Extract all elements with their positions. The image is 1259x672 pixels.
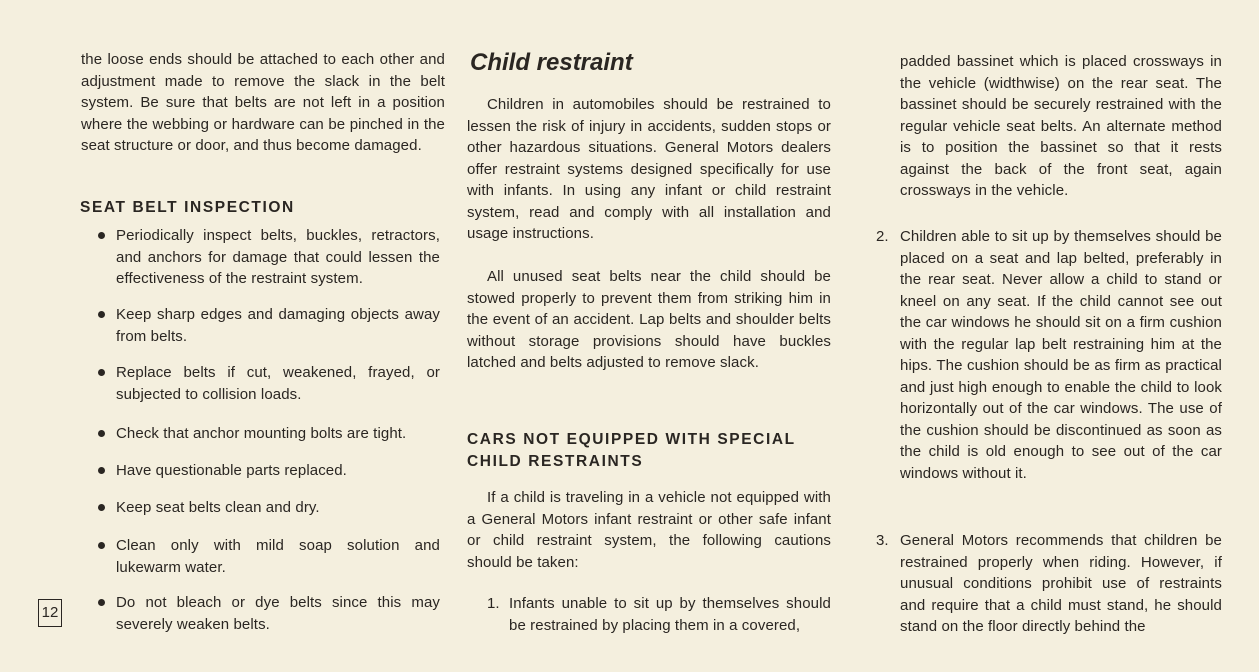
bullet-item [116, 592, 440, 635]
item-1-number: 1. [487, 595, 500, 612]
cars-not-equipped-heading-line1: CARS NOT EQUIPPED WITH SPECIAL [467, 431, 796, 448]
bullet-item [116, 535, 440, 578]
bullet-item [116, 497, 440, 519]
bullet-text: Have questionable parts replaced. [116, 462, 347, 479]
item-2-text: Children able to sit up by themselves should be placed on a seat and lap belted, preferably in the rear seat. Never allow a child to stand or kneel on any seat. If the child cannot see out the car windows he should sit on a firm cushion with the regular lap belt restraining him at the hips. The cushion should be as firm as practical and just high enough to enable the child to look horizontally out of the car windows. The use of the cushion should be discontinued as soon as the child is old enough to see out of the car windows without it. [900, 228, 1222, 482]
right-continuation-paragraph: padded bassinet which is placed crossways in the vehicle (widthwise) on the rear seat. The bassinet should be securely restrained with the regular vehicle seat belts. An alternate method is to position the bassinet so that it rests against the back of the front seat, again crossways in the vehicle. [900, 53, 1222, 199]
bullet-icon [98, 542, 105, 549]
bullet-text: Keep sharp edges and damaging objects away from belts. [116, 306, 440, 345]
item-3-number: 3. [876, 532, 889, 549]
page-number: 12 [38, 599, 62, 627]
bullet-text: Periodically inspect belts, buckles, retractors, and anchors for damage that could lessen the effectiveness of the restraint system. [116, 227, 440, 287]
bullet-item [116, 423, 446, 445]
bullet-item [116, 225, 440, 290]
item-2-number: 2. [876, 228, 889, 245]
bullet-icon [98, 311, 105, 318]
bullet-text: Do not bleach or dye belts since this may severely weaken belts. [116, 594, 440, 633]
item-1-text: Infants unable to sit up by themselves should be restrained by placing them in a covered, [509, 595, 831, 634]
middle-paragraph-2: All unused seat belts near the child should be stowed properly to prevent them from striking him in the event of an accident. Lap belts and shoulder belts without storage provisions should have buckles latched and belts adjusted to remove slack. [467, 268, 831, 371]
child-restraint-title: Child restraint [470, 49, 633, 76]
bullet-text: Check that anchor mounting bolts are tight. [116, 425, 407, 442]
bullet-icon [98, 369, 105, 376]
middle-paragraph-1: Children in automobiles should be restrained to lessen the risk of injury in accidents, sudden stops or other hazardous situations. General Motors dealers offer restraint systems designed specifically for use with infants. In using any infant or child restraint system, read and comply with all installation and usage instructions. [467, 96, 831, 242]
bullet-icon [98, 504, 105, 511]
bullet-text: Keep seat belts clean and dry. [116, 499, 320, 516]
cars-not-equipped-heading-line2: CHILD RESTRAINTS [467, 453, 644, 470]
bullet-text: Clean only with mild soap solution and lukewarm water. [116, 537, 440, 576]
bullet-item [116, 362, 440, 405]
bullet-icon [98, 232, 105, 239]
item-3-text: General Motors recommends that children be restrained properly when riding. However, if unusual conditions prohibit use of restraints and require that a child must stand, he should stand on the floor directly behind the [900, 532, 1222, 635]
bullet-item [116, 460, 440, 482]
seat-belt-inspection-heading: SEAT BELT INSPECTION [80, 199, 295, 216]
left-intro-paragraph: the loose ends should be attached to each other and adjustment made to remove the slack in the belt system. Be sure that belts are not left in a position where the webbing or hardware can be pinched in the seat structure or door, and thus become damaged. [81, 51, 445, 154]
bullet-icon [98, 599, 105, 606]
bullet-text: Replace belts if cut, weakened, frayed, or subjected to collision loads. [116, 364, 440, 403]
bullet-item [116, 304, 440, 347]
middle-paragraph-3: If a child is traveling in a vehicle not equipped with a General Motors infant restraint or other safe infant or child restraint system, the following cautions should be taken: [467, 489, 831, 571]
bullet-icon [98, 467, 105, 474]
bullet-icon [98, 430, 105, 437]
